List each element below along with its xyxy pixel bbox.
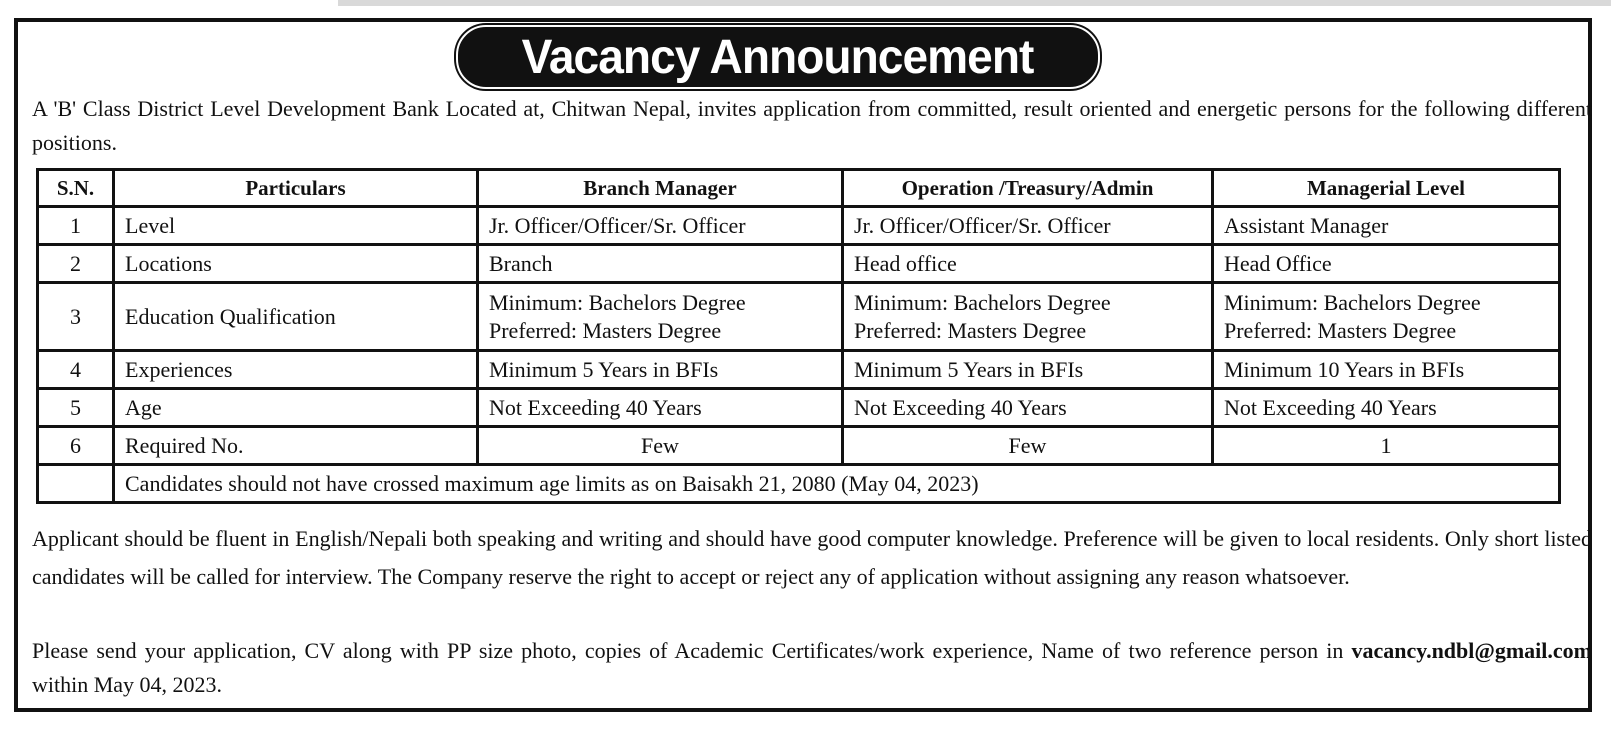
cell-operation: Few bbox=[843, 427, 1213, 465]
cell-sn: 4 bbox=[38, 351, 114, 389]
cell-sn: 5 bbox=[38, 389, 114, 427]
contact-email[interactable]: vacancy.ndbl@gmail.com bbox=[1351, 638, 1592, 663]
table-row bbox=[38, 283, 1560, 351]
title-banner bbox=[456, 25, 1100, 89]
cell-particular: Experiences bbox=[114, 351, 478, 389]
cell-branch-manager: Few bbox=[478, 427, 843, 465]
cell-sn: 3 bbox=[38, 283, 114, 351]
cell-managerial: Minimum 10 Years in BFIs bbox=[1213, 351, 1560, 389]
cell-sn: 2 bbox=[38, 245, 114, 283]
min-degree: Minimum: Bachelors Degree bbox=[489, 289, 746, 315]
cell-operation: Minimum 5 Years in BFIs bbox=[843, 351, 1213, 389]
cell-particular: Required No. bbox=[114, 427, 478, 465]
announcement-frame bbox=[14, 18, 1592, 712]
cell-sn: 1 bbox=[38, 207, 114, 245]
age-limit-note: Candidates should not have crossed maximum age limits as on Baisakh 21, 2080 (May 04, 2023) bbox=[114, 465, 1560, 503]
cell-particular: Age bbox=[114, 389, 478, 427]
requirements-paragraph: Applicant should be fluent in English/Nepali both speaking and writing and should have good computer knowledge. Preference will be given to local residents. Only short listed candidates will be called for interview. The Company reserve the right to accept or reject any of application without assigning any reason whatsoever. bbox=[32, 526, 1592, 589]
preferred-degree: Preferred: Masters Degree bbox=[1224, 317, 1457, 343]
page-title: Vacancy Announcement bbox=[522, 30, 1034, 84]
header-managerial: Managerial Level bbox=[1213, 170, 1560, 207]
cell-sn-empty bbox=[38, 465, 114, 503]
table-row bbox=[38, 427, 1560, 465]
table-row bbox=[38, 207, 1560, 245]
table-note-row bbox=[38, 465, 1560, 503]
header-sn: S.N. bbox=[38, 170, 114, 207]
table-header-row bbox=[38, 170, 1560, 207]
table-row bbox=[38, 351, 1560, 389]
cell-operation bbox=[843, 283, 1213, 351]
cell-managerial: Not Exceeding 40 Years bbox=[1213, 389, 1560, 427]
cell-particular: Level bbox=[114, 207, 478, 245]
intro-text: A 'B' Class District Level Development Bank Located at, Chitwan Nepal, invites application from committed, result oriented and energetic persons for the following different positions. bbox=[32, 96, 1592, 155]
cell-operation: Jr. Officer/Officer/Sr. Officer bbox=[843, 207, 1213, 245]
preferred-degree: Preferred: Masters Degree bbox=[854, 317, 1087, 343]
cell-managerial bbox=[1213, 283, 1560, 351]
header-operation: Operation /Treasury/Admin bbox=[843, 170, 1213, 207]
cell-branch-manager: Jr. Officer/Officer/Sr. Officer bbox=[478, 207, 843, 245]
top-divider bbox=[338, 0, 1611, 6]
application-instructions: Please send your application, CV along with PP size photo, copies of Academic Certificates/work experience, Name of two reference person in bbox=[32, 638, 1344, 663]
header-particulars: Particulars bbox=[114, 170, 478, 207]
cell-sn: 6 bbox=[38, 427, 114, 465]
header-branch-manager: Branch Manager bbox=[478, 170, 843, 207]
cell-operation: Head office bbox=[843, 245, 1213, 283]
min-degree: Minimum: Bachelors Degree bbox=[1224, 289, 1481, 315]
cell-branch-manager: Branch bbox=[478, 245, 843, 283]
cell-particular: Education Qualification bbox=[114, 283, 478, 351]
cell-branch-manager bbox=[478, 283, 843, 351]
vacancy-table bbox=[36, 168, 1561, 504]
deadline-text: within May 04, 2023. bbox=[32, 672, 223, 697]
cell-managerial: Head Office bbox=[1213, 245, 1560, 283]
application-paragraph bbox=[32, 634, 1592, 702]
cell-branch-manager: Not Exceeding 40 Years bbox=[478, 389, 843, 427]
cell-managerial: 1 bbox=[1213, 427, 1560, 465]
table-row bbox=[38, 245, 1560, 283]
preferred-degree: Preferred: Masters Degree bbox=[489, 317, 722, 343]
min-degree: Minimum: Bachelors Degree bbox=[854, 289, 1111, 315]
table-row bbox=[38, 389, 1560, 427]
cell-particular: Locations bbox=[114, 245, 478, 283]
cell-branch-manager: Minimum 5 Years in BFIs bbox=[478, 351, 843, 389]
cell-managerial: Assistant Manager bbox=[1213, 207, 1560, 245]
cell-operation: Not Exceeding 40 Years bbox=[843, 389, 1213, 427]
